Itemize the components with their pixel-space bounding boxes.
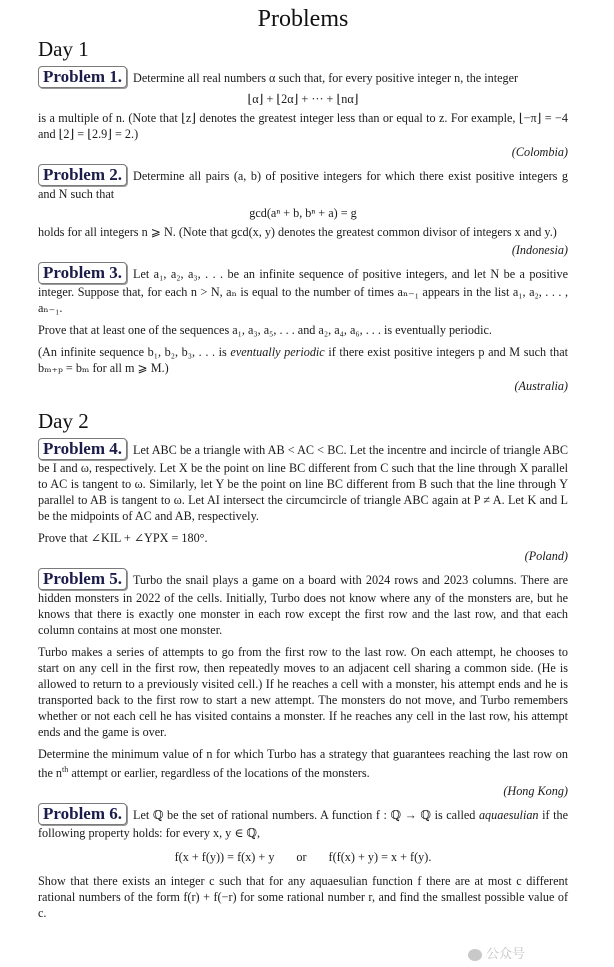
problem-5-task-sup: th — [62, 765, 69, 774]
problem-6-task: Show that there exists an integer c such that for any aquaesulian function f there are at most c different rational numbers of the form f(r) + f(−r) for some rational number r, and find the smallest possible value of c. — [38, 874, 568, 921]
problem-6-term: aquaesulian — [478, 808, 539, 823]
problem-3 — [38, 262, 568, 394]
problem-5 — [38, 568, 568, 799]
problem-3-task: Prove that at least one of the sequences a₁, a₃, a₅, . . . and a₂, a₄, a₆, . . . is eventually periodic. — [38, 323, 492, 337]
problem-6-formula — [38, 849, 568, 865]
day-1-heading: Day 1 — [38, 37, 89, 61]
problem-1-country: (Colombia) — [511, 145, 568, 159]
problem-2-label: Problem 2. — [38, 164, 127, 186]
problem-2 — [38, 164, 568, 258]
problem-5-label: Problem 5. — [38, 568, 127, 590]
problem-6-label: Problem 6. — [38, 803, 127, 825]
problem-6-formula-right: f(f(x) + y) = x + f(y). — [328, 850, 432, 865]
page-title: Problems — [257, 6, 349, 32]
problem-5-country: (Hong Kong) — [503, 784, 568, 799]
problem-6-formula-left: f(x + f(y)) = f(x) + y — [174, 850, 275, 865]
problem-4-label: Problem 4. — [38, 438, 127, 460]
problem-5-task-b: attempt or earlier, regardless of the locations of the monsters. — [68, 766, 370, 781]
watermark — [468, 943, 525, 962]
document-page — [38, 0, 568, 921]
problem-6-intro-b: if the following property holds: for every x, y ∈ ℚ, — [38, 808, 568, 841]
watermark-text: 公众号 — [486, 947, 526, 962]
problem-4 — [38, 438, 568, 564]
problem-3-intro: Let a₁, a₂, a₃, . . . be an infinite sequence of positive integers, and let N be a positive integer. Suppose that, for each n > N, aₙ is equal to the number of times aₙ₋₁ appears in the list a₁, a₂, . . . , aₙ₋₁. — [38, 267, 568, 315]
problem-3-definition — [38, 344, 568, 376]
problem-2-formula: gcd(aⁿ + b, bⁿ + a) = g — [249, 206, 357, 220]
day-2-heading: Day 2 — [38, 409, 89, 433]
problem-1-intro: Determine all real numbers α such that, for every positive integer n, the integer — [133, 71, 519, 85]
problem-1 — [38, 66, 568, 160]
problem-4-task: Prove that ∠KIL + ∠YPX = 180°. — [38, 531, 208, 545]
problem-2-country: (Indonesia) — [511, 243, 568, 257]
problem-4-country: (Poland) — [524, 549, 568, 563]
problem-6-intro-a: Let ℚ be the set of rational numbers. A function f : ℚ → ℚ is called — [133, 808, 479, 823]
problem-2-note: holds for all integers n ⩾ N. (Note that gcd(x, y) denotes the greatest common divisor of integers x and y.) — [38, 225, 557, 239]
problem-6 — [38, 803, 568, 921]
problem-6-formula-or: or — [296, 850, 307, 865]
problem-3-definition-b: if there exist positive integers p and M such that bₘ₊ₚ = bₘ for all m ⩾ M.) — [38, 345, 568, 375]
problem-5-task-a: Determine the minimum value of n for which Turbo has a strategy that guarantees reaching the last row on the n — [38, 747, 568, 781]
problem-1-label: Problem 1. — [38, 66, 127, 88]
problem-2-intro: Determine all pairs (a, b) of positive integers for which there exist positive integers g and N such that — [38, 169, 568, 201]
problem-3-definition-term: eventually periodic — [230, 345, 325, 359]
problem-5-intro: Turbo the snail plays a game on a board with 2024 rows and 2023 columns. There are hidden monsters in 2022 of the cells. Initially, Turbo does not know where any of the monsters are, but he knows that there is exactly one monster in each row except the first row and the last row, and that each column contains at most one monster. — [38, 573, 568, 637]
wechat-icon — [468, 949, 482, 961]
problem-5-rules: Turbo makes a series of attempts to go from the first row to the last row. On each attempt, he chooses to start on any cell in the first row, then repeatedly moves to an adjacent cell sharing a common side. (He is allowed to return to a previously visited cell.) If he reaches a cell with a monster, his attempt ends and he is transported back to the first row to start a new attempt. The monsters do not move, and Turbo remembers whether or not each cell he has visited contains a monster. If he reaches any cell in the last row, his attempt ends and the game is over. — [38, 645, 568, 739]
problem-3-definition-a: (An infinite sequence b₁, b₂, b₃, . . . is — [38, 345, 231, 359]
problem-1-note: is a multiple of n. (Note that ⌊z⌋ denotes the greatest integer less than or equal to z. For example, ⌊−π⌋ = −4 and ⌊2⌋ = ⌊2.9⌋ = 2.) — [38, 111, 568, 141]
problem-5-task — [38, 746, 568, 781]
problem-3-country: (Australia) — [514, 379, 568, 393]
problem-1-formula: ⌊α⌋ + ⌊2α⌋ + ··· + ⌊nα⌋ — [247, 92, 359, 106]
problem-4-intro: Let ABC be a triangle with AB < AC < BC. Let the incentre and incircle of triangle ABC be I and ω, respectively. Let X be the point on line BC different from C such that the line through X parallel to AC is tangent to ω. Similarly, let Y be the point on line BC different from B such that the line through Y parallel to AB is tangent to ω. Let AI intersect the circumcircle of triangle ABC again at P ≠ A. Let K and L be the midpoints of AC and AB, respectively. — [38, 443, 568, 523]
problem-3-label: Problem 3. — [38, 262, 127, 284]
